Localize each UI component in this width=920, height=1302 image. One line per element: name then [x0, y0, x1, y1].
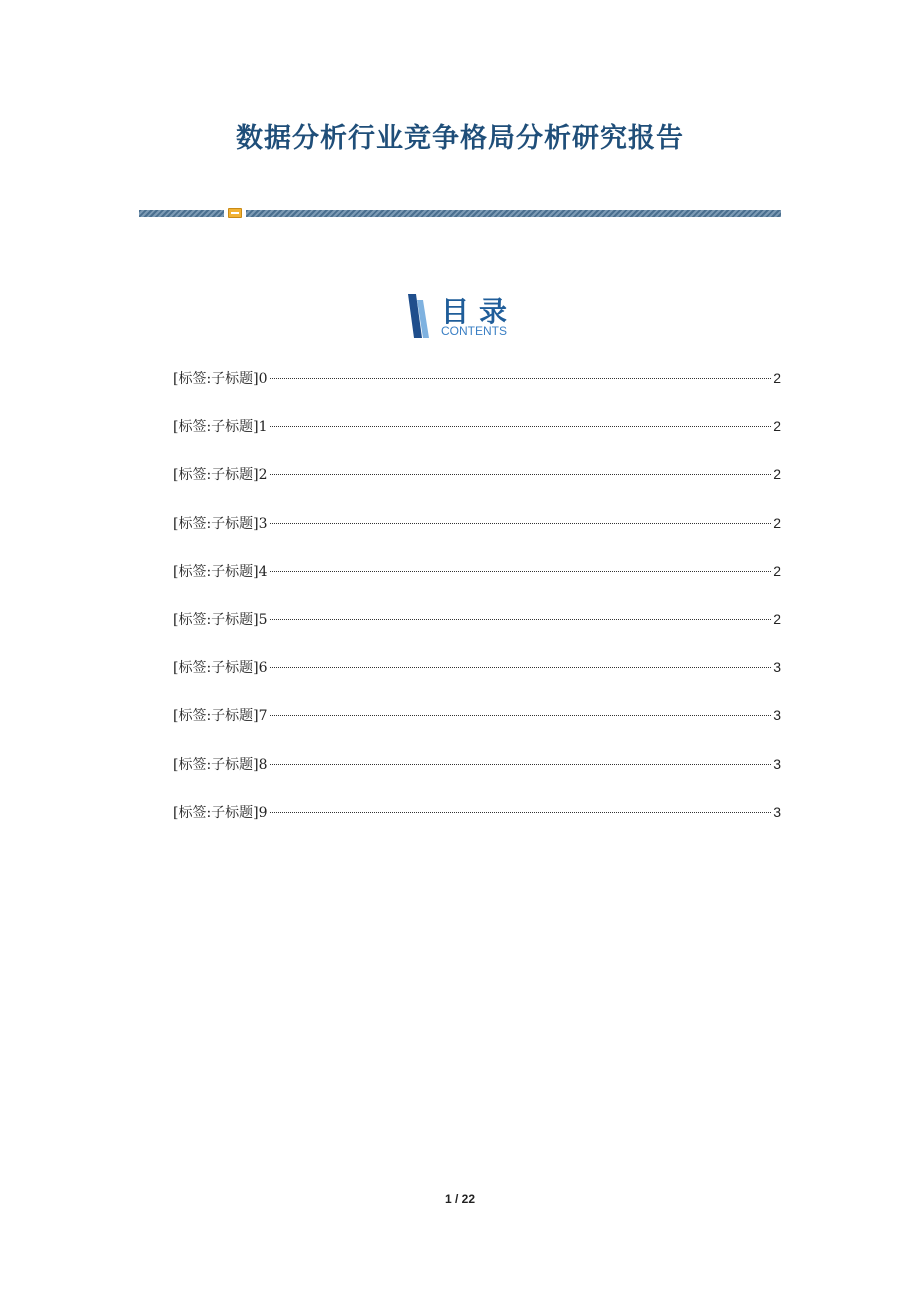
- toc-dot-leader: [270, 426, 772, 427]
- divider-badge-icon: [228, 208, 242, 218]
- toc-entry-label: [标签:子标题]4: [173, 563, 268, 580]
- toc-dot-leader: [270, 715, 772, 716]
- toc-entry-label: [标签:子标题]7: [173, 708, 268, 725]
- toc-entry-label: [标签:子标题]0: [173, 371, 268, 387]
- toc-entry-page: 3: [773, 659, 781, 676]
- divider-bar-left: [139, 210, 224, 217]
- page-number: 1 / 22: [444, 1192, 476, 1206]
- toc-entry[interactable]: [173, 802, 781, 850]
- toc-entry[interactable]: [173, 609, 781, 657]
- toc-dot-leader: [270, 571, 772, 572]
- toc-title: 目录: [441, 295, 518, 328]
- toc-entry-page: 2: [773, 514, 781, 531]
- toc-entry-page: 2: [773, 466, 781, 483]
- toc-entry-page: 3: [773, 707, 781, 724]
- toc-header: [408, 294, 528, 338]
- toc-entry-label: [标签:子标题]3: [173, 515, 268, 532]
- toc-entry[interactable]: [173, 657, 781, 705]
- toc-dot-leader: [270, 523, 772, 524]
- toc-entry-page: 2: [773, 562, 781, 579]
- toc-entry[interactable]: [173, 705, 781, 753]
- toc-dot-leader: [270, 474, 772, 475]
- toc-entry-page: 3: [773, 803, 781, 820]
- toc-entry-label: [标签:子标题]9: [173, 804, 268, 821]
- title-divider: [139, 208, 781, 218]
- toc-stripe-icon: [408, 294, 430, 338]
- toc-entry[interactable]: [173, 754, 781, 802]
- toc-dot-leader: [270, 619, 772, 620]
- toc-subtitle: CONTENTS: [441, 324, 507, 338]
- toc-entry-label: [标签:子标题]5: [173, 611, 268, 628]
- toc-entry-label: [标签:子标题]8: [173, 756, 268, 773]
- toc-dot-leader: [270, 812, 772, 813]
- toc-entry[interactable]: [173, 561, 781, 609]
- toc-dot-leader: [270, 667, 772, 668]
- toc-dot-leader: [270, 764, 772, 765]
- toc-entry[interactable]: [173, 368, 781, 416]
- divider-bar-right: [246, 210, 781, 217]
- toc-entry-page: 2: [773, 610, 781, 627]
- document-title: 数据分析行业竞争格局分析研究报告: [236, 123, 684, 154]
- toc-entry-label: [标签:子标题]2: [173, 467, 268, 484]
- toc-entry[interactable]: [173, 416, 781, 464]
- toc-entry-page: 3: [773, 755, 781, 772]
- toc-entry-page: 2: [773, 370, 781, 386]
- toc-entry[interactable]: [173, 464, 781, 512]
- toc-dot-leader: [270, 378, 772, 379]
- toc-list: [173, 368, 781, 850]
- toc-entry[interactable]: [173, 513, 781, 561]
- toc-entry-label: [标签:子标题]1: [173, 419, 268, 436]
- toc-entry-label: [标签:子标题]6: [173, 660, 268, 677]
- toc-entry-page: 2: [773, 418, 781, 435]
